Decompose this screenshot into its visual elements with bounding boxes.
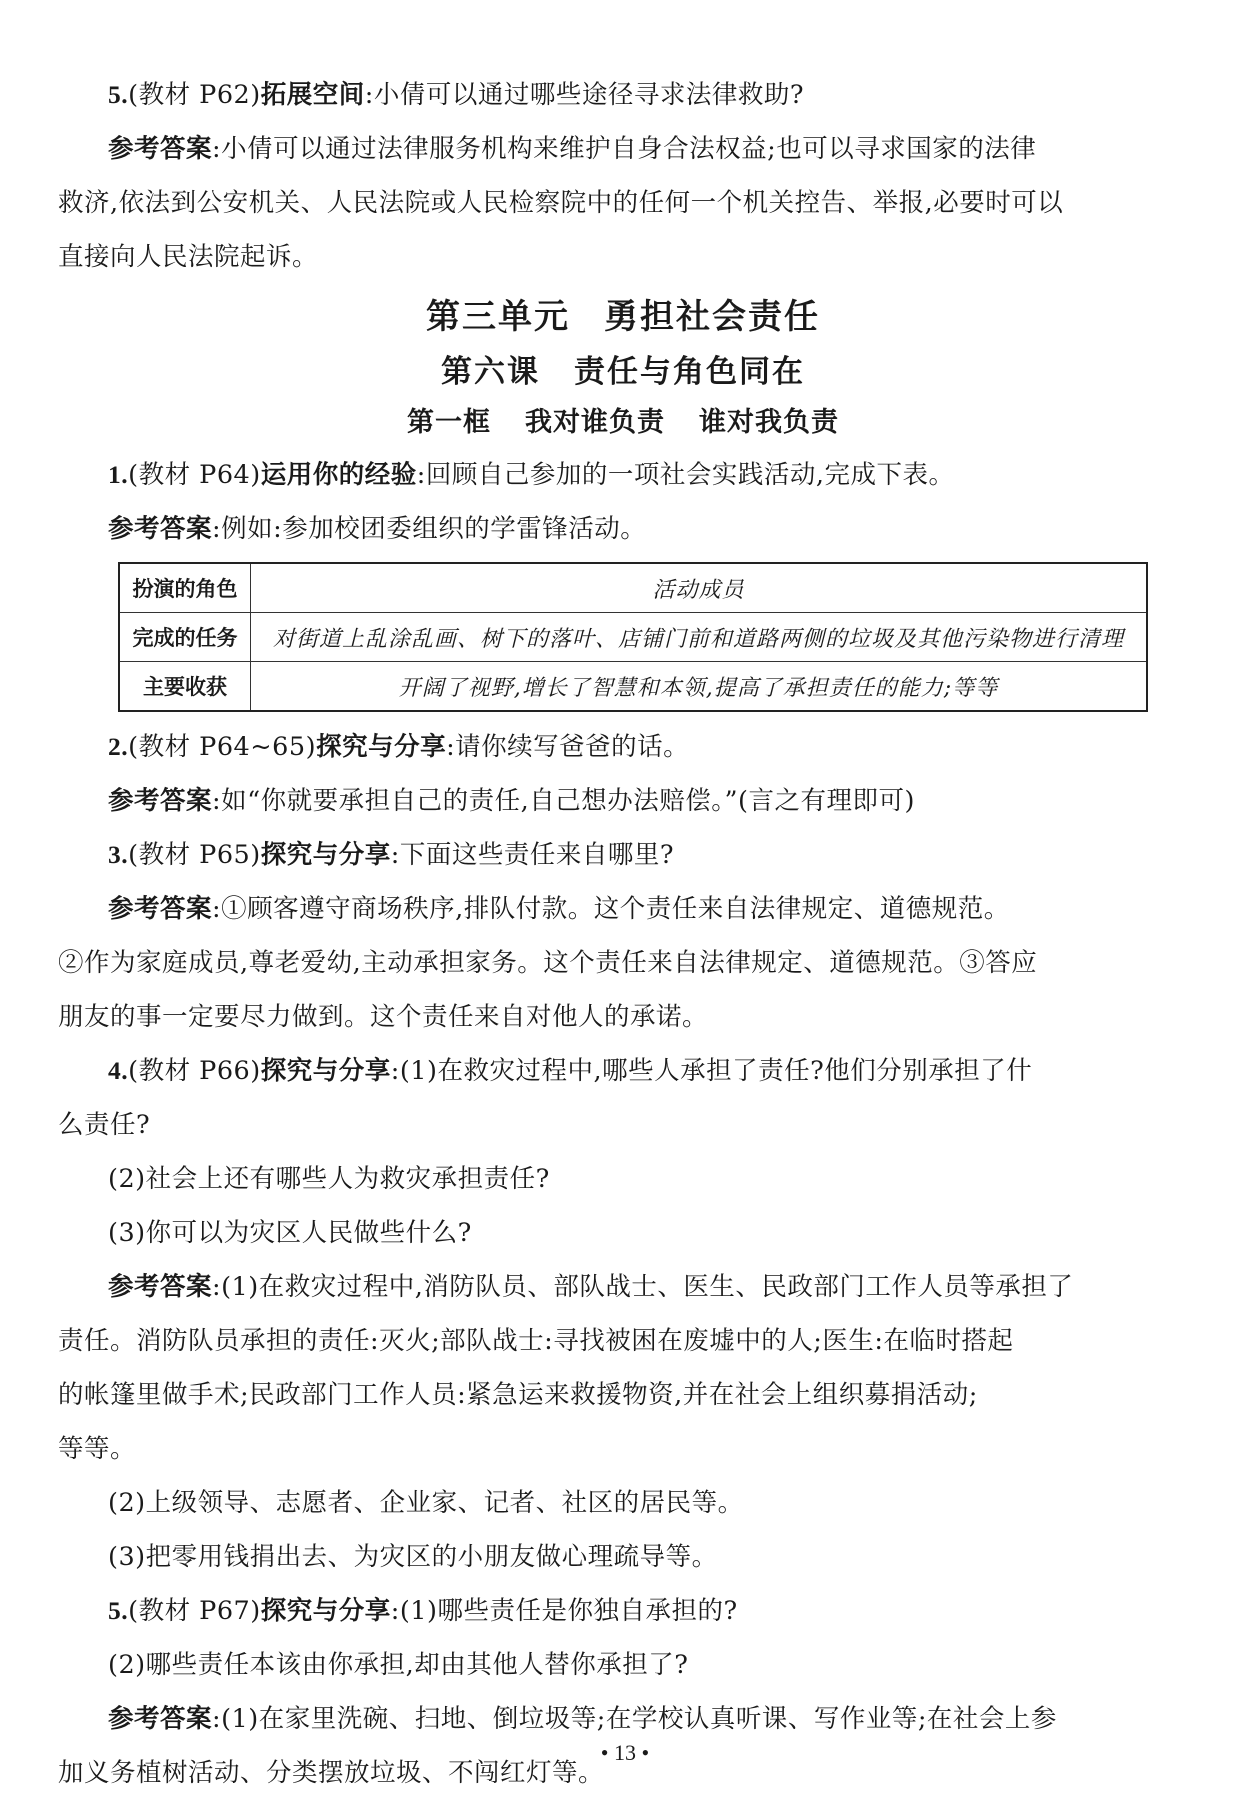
question-number: 4.	[108, 1056, 129, 1085]
question-number: 2.	[108, 732, 129, 761]
textbook-ref: (教材 P64~65)	[128, 732, 317, 762]
unit-number: 第三单元	[426, 297, 570, 337]
answer-5-prev-line2: 救济,依法到公安机关、人民法院或人民检察院中的任何一个机关控告、举报,必要时可以	[58, 188, 1064, 218]
answer-text: :如“你就要承担自己的责任,自己想办法赔偿。”(言之有理即可)	[212, 786, 915, 816]
question-text: :(1)哪些责任是你独自承担的?	[390, 1596, 738, 1626]
question-4-line3: (2)社会上还有哪些人为救灾承担责任?	[108, 1164, 550, 1194]
table-header-cell: 主要收获	[119, 662, 251, 712]
frame-heading	[58, 398, 1188, 448]
answer-5-prev-line3: 直接向人民法院起诉。	[58, 242, 319, 272]
answer-4-line4: 等等。	[58, 1434, 137, 1464]
textbook-ref: (教材 P64)	[128, 460, 261, 490]
answer-4-line6: (3)把零用钱捐出去、为灾区的小朋友做心理疏导等。	[108, 1542, 718, 1572]
question-4-line4: (3)你可以为灾区人民做些什么?	[108, 1218, 472, 1248]
frame-title-b: 谁对我负责	[699, 407, 839, 438]
answer-label: 参考答案	[108, 514, 213, 544]
unit-title: 勇担社会责任	[604, 297, 820, 337]
answer-3-line2: ②作为家庭成员,尊老爱幼,主动承担家务。这个责任来自法律规定、道德规范。③答应	[58, 948, 1038, 978]
answer-label: 参考答案	[108, 1704, 213, 1734]
lesson-heading	[58, 346, 1188, 398]
table-cell: 开阔了视野,增长了智慧和本领,提高了承担责任的能力;等等	[251, 662, 1148, 712]
question-tag: 探究与分享	[260, 1056, 391, 1086]
question-text: :(1)在救灾过程中,哪些人承担了责任?他们分别承担了什	[390, 1056, 1033, 1086]
answer-4-line5: (2)上级领导、志愿者、企业家、记者、社区的居民等。	[108, 1488, 744, 1518]
question-number: 5.	[108, 1596, 129, 1625]
question-1	[58, 448, 1188, 502]
answer-5-line2: 加义务植树活动、分类摆放垃圾、不闯红灯等。	[58, 1758, 605, 1788]
answer-1	[58, 502, 1188, 556]
table-cell: 活动成员	[251, 563, 1148, 613]
question-5-prev	[58, 68, 1188, 122]
question-text: :小倩可以通过哪些途径寻求法律救助?	[364, 80, 805, 110]
table-row	[119, 563, 1147, 613]
question-5	[58, 1584, 1188, 1638]
answer-label: 参考答案	[108, 1272, 213, 1302]
answer-label: 参考答案	[108, 134, 213, 164]
answer-4-line2: 责任。消防队员承担的责任:灭火;部队战士:寻找被困在废墟中的人;医生:在临时搭起	[58, 1326, 1014, 1356]
table-header-cell: 扮演的角色	[119, 563, 251, 613]
question-text: :下面这些责任来自哪里?	[390, 840, 675, 870]
practice-activity-table	[118, 562, 1148, 712]
answer-5-prev-line1	[58, 122, 1188, 176]
lesson-title: 责任与角色同在	[574, 354, 805, 390]
textbook-ref: (教材 P67)	[128, 1596, 261, 1626]
question-tag: 探究与分享	[260, 840, 391, 870]
table-row	[119, 613, 1147, 662]
textbook-ref: (教材 P66)	[128, 1056, 261, 1086]
answer-text: :(1)在家里洗碗、扫地、倒垃圾等;在学校认真听课、写作业等;在社会上参	[212, 1704, 1057, 1734]
question-tag: 拓展空间	[260, 80, 365, 110]
table-cell: 对街道上乱涂乱画、树下的落叶、店铺门前和道路两侧的垃圾及其他污染物进行清理	[251, 613, 1148, 662]
question-text: :回顾自己参加的一项社会实践活动,完成下表。	[416, 460, 955, 490]
answer-text: :①顾客遵守商场秩序,排队付款。这个责任来自法律规定、道德规范。	[212, 894, 1010, 924]
answer-2	[58, 774, 1188, 828]
answer-label: 参考答案	[108, 786, 213, 816]
answer-3-line3: 朋友的事一定要尽力做到。这个责任来自对他人的承诺。	[58, 1002, 709, 1032]
answer-5-line1	[58, 1692, 1188, 1746]
question-number: 5.	[108, 80, 129, 109]
answer-4-line3: 的帐篷里做手术;民政部门工作人员:紧急运来救援物资,并在社会上组织募捐活动;	[58, 1380, 978, 1410]
answer-3-line1	[58, 882, 1188, 936]
textbook-ref: (教材 P62)	[128, 80, 261, 110]
question-3	[58, 828, 1188, 882]
question-5-line2: (2)哪些责任本该由你承担,却由其他人替你承担了?	[108, 1650, 689, 1680]
table-row	[119, 662, 1147, 712]
question-4	[58, 1044, 1188, 1098]
textbook-ref: (教材 P65)	[128, 840, 261, 870]
frame-title-a: 我对谁负责	[525, 407, 665, 438]
question-tag: 运用你的经验	[260, 460, 417, 490]
document-page	[58, 68, 1188, 1800]
page-number: • 13 •	[600, 1740, 650, 1765]
question-tag: 探究与分享	[260, 1596, 391, 1626]
answer-text: :小倩可以通过法律服务机构来维护自身合法权益;也可以寻求国家的法律	[212, 134, 1037, 164]
question-2	[58, 720, 1188, 774]
question-number: 3.	[108, 840, 129, 869]
question-4-line2: 么责任?	[58, 1110, 151, 1140]
question-number: 1.	[108, 460, 129, 489]
answer-4-line1	[58, 1260, 1188, 1314]
lesson-number: 第六课	[441, 354, 540, 390]
question-text: :请你续写爸爸的话。	[446, 732, 690, 762]
table-header-cell: 完成的任务	[119, 613, 251, 662]
answer-label: 参考答案	[108, 894, 213, 924]
question-tag: 探究与分享	[316, 732, 447, 762]
unit-heading	[58, 288, 1188, 346]
answer-text: :(1)在救灾过程中,消防队员、部队战士、医生、民政部门工作人员等承担了	[212, 1272, 1074, 1302]
frame-number: 第一框	[407, 407, 491, 438]
answer-text: :例如:参加校团委组织的学雷锋活动。	[212, 514, 647, 544]
